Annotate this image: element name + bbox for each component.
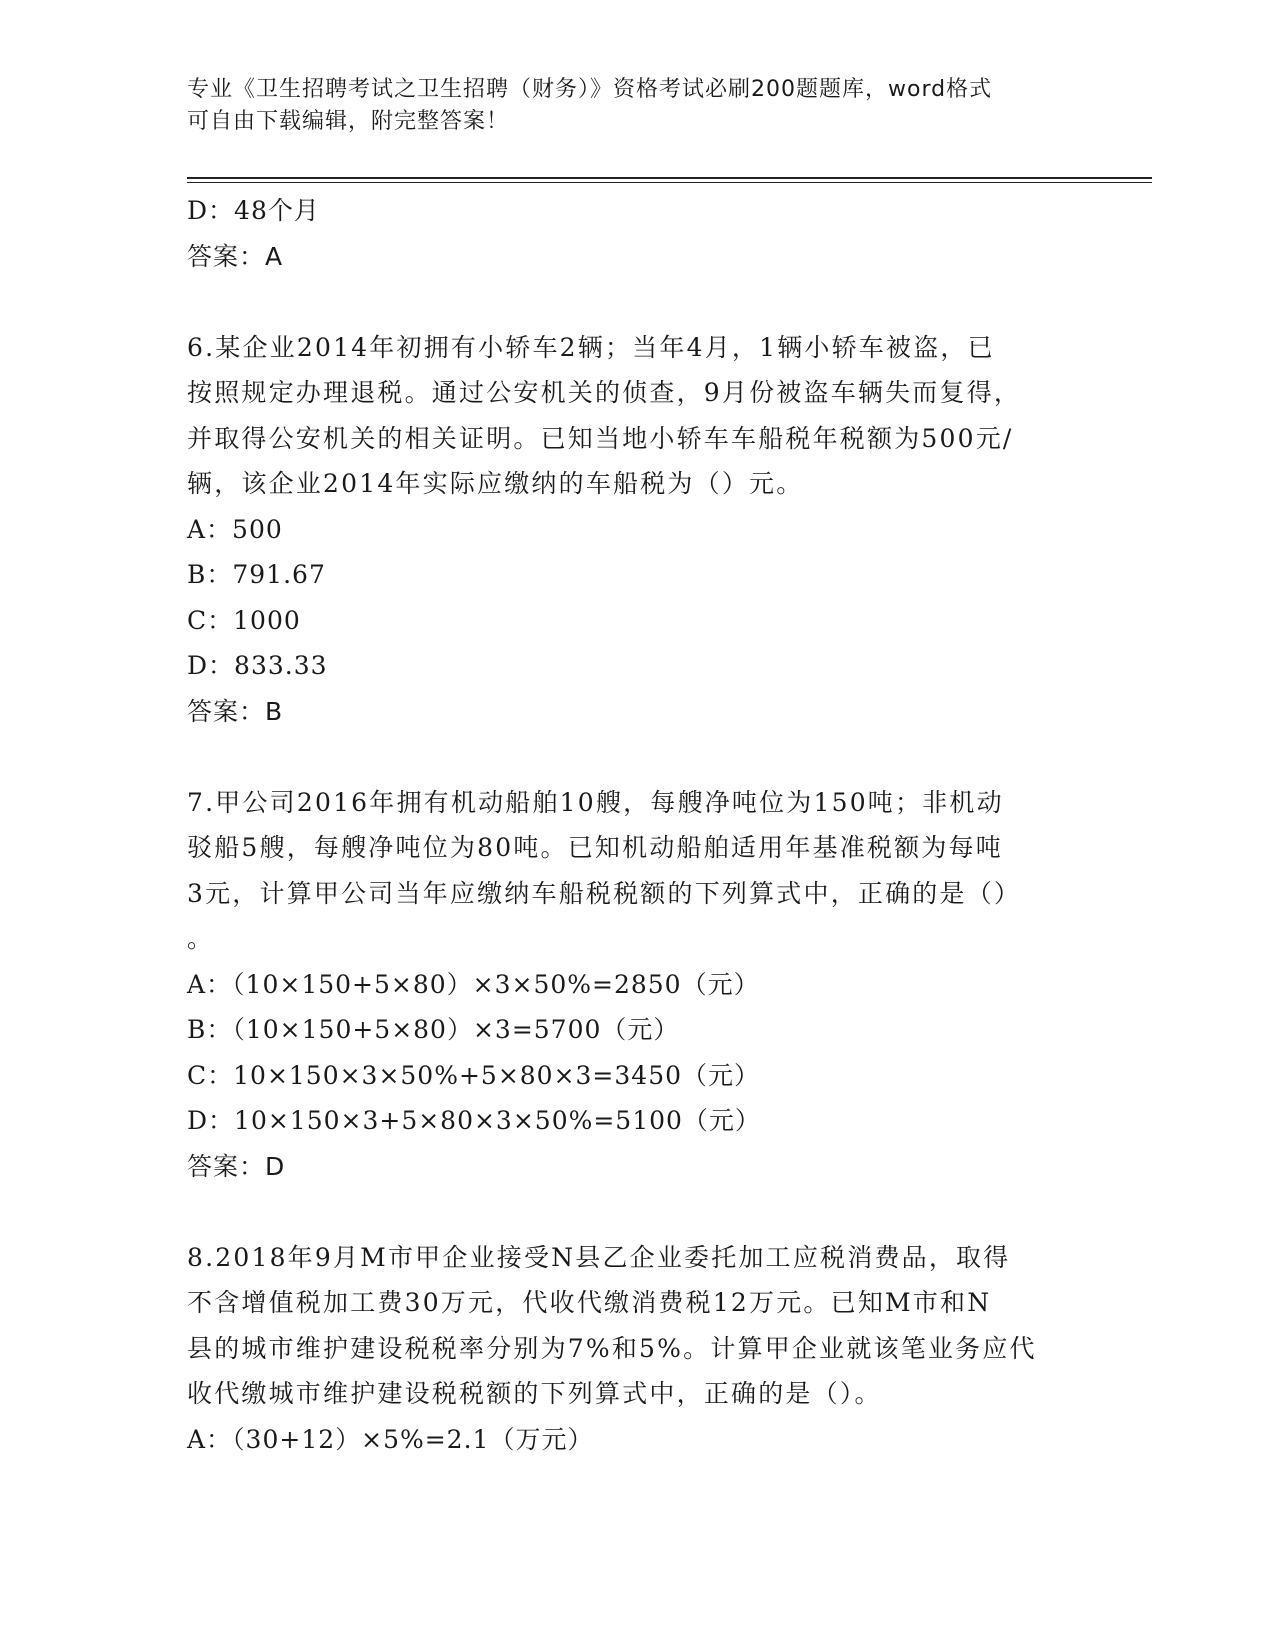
question-7 <box>187 780 1087 1190</box>
document-body <box>187 188 1087 1462</box>
spacer <box>187 279 1087 325</box>
question-text-line: 。 <box>187 924 215 953</box>
header-line-1: 专业《卫生招聘考试之卫生招聘（财务）》资格考试必刷200题题库，word格式 <box>187 77 993 102</box>
question-text-line: 驳船5艘，每艘净吨位为80吨。已知机动船舶适用年基准税额为每吨 <box>187 833 1003 862</box>
option-d: D：48个月 <box>187 196 320 225</box>
option-a: A：（10×150+5×80）×3×50%=2850（元） <box>187 969 760 999</box>
option-c: C：10×150×3×50%+5×80×3=3450（元） <box>187 1060 761 1090</box>
question-text-line: 收代缴城市维护建设税税额的下列算式中，正确的是（）。 <box>187 1379 882 1408</box>
question-text-line: 3元，计算甲公司当年应缴纳车船税税额的下列算式中，正确的是（） <box>187 878 1022 908</box>
spacer <box>187 1189 1087 1235</box>
answer-line: 答案：D <box>187 1151 286 1181</box>
question-text-line: 不含增值税加工费30万元，代收代缴消费税12万元。已知M市和N <box>187 1288 992 1317</box>
previous-question-tail <box>187 188 1087 279</box>
header-divider-thin <box>187 182 1152 183</box>
option-b: B：791.67 <box>187 560 326 589</box>
question-6 <box>187 325 1087 735</box>
question-8 <box>187 1235 1087 1463</box>
question-text-line: 并取得公安机关的相关证明。已知当地小轿车车船税年税额为500元/ <box>187 423 1014 453</box>
option-a: A：500 <box>187 514 283 544</box>
document-header <box>187 74 1067 138</box>
answer-line: 答案：A <box>187 241 284 271</box>
question-text-line: 按照规定办理退税。通过公安机关的侦查，9月份被盗车辆失而复得， <box>187 378 1022 407</box>
header-divider-thick <box>187 177 1152 179</box>
option-d: D：833.33 <box>187 651 328 680</box>
option-b: B：（10×150+5×80）×3=5700（元） <box>187 1015 680 1044</box>
question-text-line: 7.甲公司2016年拥有机动船舶10艘，每艘净吨位为150吨；非机动 <box>187 787 1004 817</box>
answer-line: 答案：B <box>187 696 284 726</box>
question-text-line: 6.某企业2014年初拥有小轿车2辆；当年4月，1辆小轿车被盗，已 <box>187 332 995 362</box>
header-line-2: 可自由下载编辑，附完整答案！ <box>187 109 510 134</box>
option-a: A：（30+12）×5%=2.1（万元） <box>187 1424 594 1454</box>
option-c: C：1000 <box>187 605 301 635</box>
question-text-line: 8.2018年9月M市甲企业接受N县乙企业委托加工应税消费品，取得 <box>187 1242 1011 1272</box>
question-text-line: 辆，该企业2014年实际应缴纳的车船税为（）元。 <box>187 469 804 498</box>
question-text-line: 县的城市维护建设税税率分别为7%和5%。计算甲企业就该笔业务应代 <box>187 1333 1037 1363</box>
spacer <box>187 734 1087 780</box>
option-d: D：10×150×3+5×80×3×50%=5100（元） <box>187 1106 761 1135</box>
